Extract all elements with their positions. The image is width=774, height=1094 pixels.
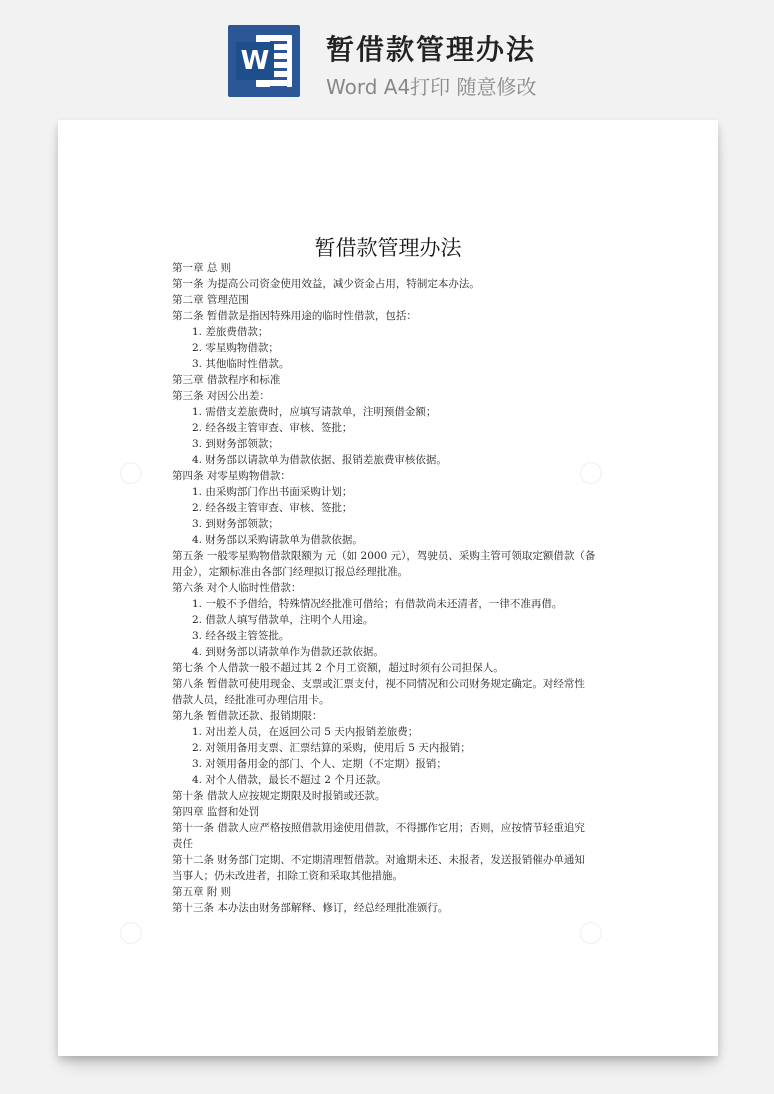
document-line: 第五章 附 则 (172, 886, 232, 898)
document-page (58, 120, 718, 1056)
page-header (0, 0, 774, 118)
document-line: 第一条 为提高公司资金使用效益，减少资金占用，特制定本办法。 (172, 278, 480, 290)
list-item: 3. 其他临时性借款。 (192, 358, 290, 370)
document-line: 第二章 管理范围 (172, 294, 249, 306)
list-item: 4. 财务部以请款单为借款依据、报销差旅费审核依据。 (192, 454, 447, 466)
document-line: 第四章 监督和处罚 (172, 806, 260, 818)
header-title: 暂借款管理办法 (326, 33, 537, 66)
document-title: 暂借款管理办法 (314, 236, 462, 260)
list-item: 2. 借款人填写借款单，注明个人用途。 (192, 614, 374, 626)
watermark: ◯ (113, 915, 148, 950)
document-line: 第三条 对因公出差： (172, 390, 270, 402)
list-item: 1. 由采购部门作出书面采购计划； (192, 486, 353, 498)
list-item: 4. 到财务部以请款单作为借款还款依据。 (192, 646, 384, 658)
document-line: 第十二条 财务部门定期、不定期清理暂借款。对逾期未还、未报者，发送报销催办单通知 (172, 854, 585, 866)
list-item: 1. 一般不予借给，特殊情况经批准可借给；有借款尚未还清者，一律不准再借。 (192, 598, 563, 610)
document-line: 第三章 借款程序和标准 (172, 374, 281, 386)
list-item: 2. 零星购物借款； (192, 342, 279, 354)
document-body (172, 260, 612, 916)
document-line: 借款人员，经批准可办理信用卡。 (172, 694, 330, 706)
list-item: 2. 经各级主管审查、审核、签批； (192, 502, 353, 514)
document-line: 责任 (172, 838, 193, 850)
document-line: 第十一条 借款人应严格按照借款用途使用借款，不得挪作它用；否则，应按情节轻重追究 (172, 822, 585, 834)
header-subtitle: Word A4打印 随意修改 (326, 75, 537, 99)
list-item: 1. 差旅费借款； (192, 326, 269, 338)
list-item: 3. 对领用备用金的部门、个人、定期（不定期）报销； (192, 758, 447, 770)
document-line: 第八条 暂借款可使用现金、支票或汇票支付，视不同情况和公司财务规定确定。对经常性 (172, 678, 585, 690)
list-item: 4. 财务部以采购请款单为借款依据。 (192, 534, 363, 546)
watermark: ◯ (113, 455, 148, 490)
document-line: 用金），定额标准由各部门经理拟订报总经理批准。 (172, 566, 409, 578)
document-line: 第四条 对零星购物借款： (172, 470, 291, 482)
list-item: 3. 经各级主管签批。 (192, 630, 290, 642)
watermark: ◯ (573, 915, 608, 950)
list-item: 3. 到财务部领款； (192, 518, 279, 530)
list-item: 2. 经各级主管审查、审核、签批； (192, 422, 353, 434)
document-line: 第二条 暂借款是指因特殊用途的临时性借款，包括： (172, 310, 417, 322)
document-line: 第十三条 本办法由财务部解释、修订，经总经理批准颁行。 (172, 902, 449, 914)
document-line: 当事人；仍未改进者，扣除工资和采取其他措施。 (172, 870, 403, 882)
list-item: 1. 需借支差旅费时，应填写请款单，注明预借金额； (192, 406, 437, 418)
list-item: 2. 对领用备用支票、汇票结算的采购，使用后 5 天内报销； (192, 742, 471, 754)
document-line: 第六条 对个人临时性借款： (172, 582, 302, 594)
word-icon-letter: W (236, 42, 274, 80)
list-item: 1. 对出差人员，在返回公司 5 天内报销差旅费； (192, 726, 419, 738)
document-line: 第七条 个人借款一般不超过其 2 个月工资额，超过时须有公司担保人。 (172, 662, 504, 674)
document-line: 第一章 总 则 (172, 262, 232, 274)
list-item: 4. 对个人借款，最长不超过 2 个月还款。 (192, 774, 387, 786)
document-line: 第九条 暂借款还款、报销期限： (172, 710, 323, 722)
list-item: 3. 到财务部领款； (192, 438, 279, 450)
document-line: 第五条 一般零星购物借款限额为 元（如 2000 元），驾驶员、采购主管可领取定额借款（备 (172, 550, 596, 562)
document-line: 第十条 借款人应按规定期限及时报销或还款。 (172, 790, 386, 802)
watermark: ◯ (573, 455, 608, 490)
word-document-icon (228, 25, 300, 97)
